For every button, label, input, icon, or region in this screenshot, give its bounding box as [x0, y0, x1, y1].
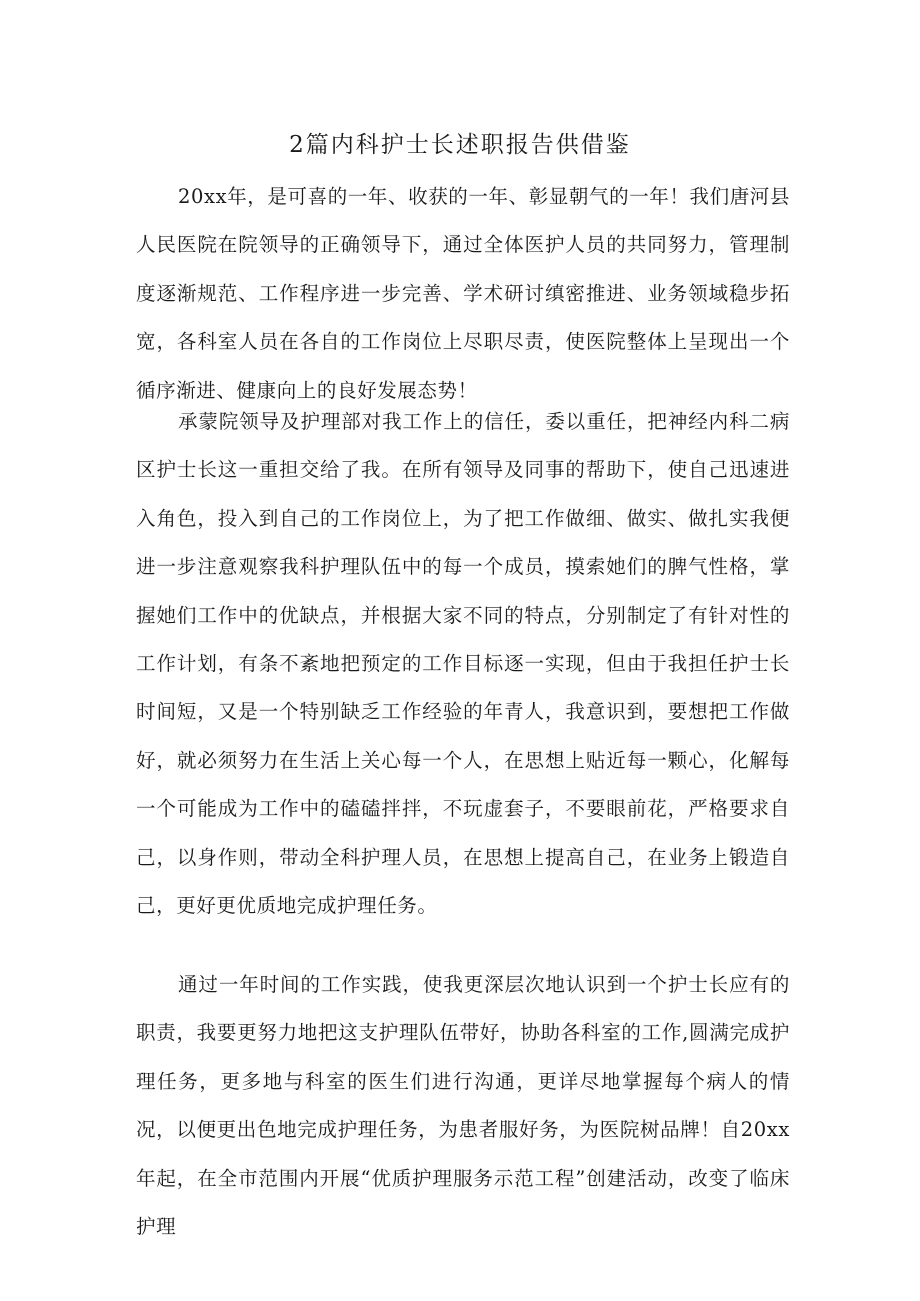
paragraph-3: 通过一年时间的工作实践，使我更深层次地认识到一个护士长应有的职责，我要更努力地把这支护理队伍带好，协助各科室的工作,圆满完成护理任务，更多地与科室的医生们进行沟通，更详尽地掌握每个病人的情况，以便更出色地完成护理任务，为患者服好务，为医院树品牌！自20xx年起，在全市范围内开展“优质护理服务示范工程”创建活动，改变了临床护理 [136, 973, 790, 1239]
paragraph-1: 20xx年，是可喜的一年、收获的一年、彰显朝气的一年！我们唐河县人民医院在院领导的正确领导下，通过全体医护人员的共同努力，管理制度逐渐规范、工作程序进一步完善、学术研讨缜密推进、业务领域稳步拓宽，各科室人员在各自的工作岗位上尽职尽责，使医院整体上呈现出一个循序渐进、健康向上的良好发展态势！ [136, 185, 791, 402]
paragraph-2: 承蒙院领导及护理部对我工作上的信任，委以重任，把神经内科二病区护士长这一重担交给了我。在所有领导及同事的帮助下，使自己迅速进入角色，投入到自己的工作岗位上，为了把工作做细、做实、做扎实我便进一步注意观察我科护理队伍中的每一个成员，摸索她们的脾气性格，掌握她们工作中的优缺点，并根据大家不同的特点，分别制定了有针对性的工作计划，有条不紊地把预定的工作目标逐一实现，但由于我担任护士长时间短，又是一个特别缺乏工作经验的年青人，我意识到，要想把工作做好，就必须努力在生活上关心每一个人，在思想上贴近每一颗心，化解每一个可能成为工作中的磕磕拌拌，不玩虚套子，不要眼前花，严格要求自己，以身作则，带动全科护理人员，在思想上提高自己，在业务上锻造自己，更好更优质地完成护理任务。 [136, 410, 790, 918]
document-title: 2篇内科护士长述职报告供借鉴 [289, 132, 631, 158]
